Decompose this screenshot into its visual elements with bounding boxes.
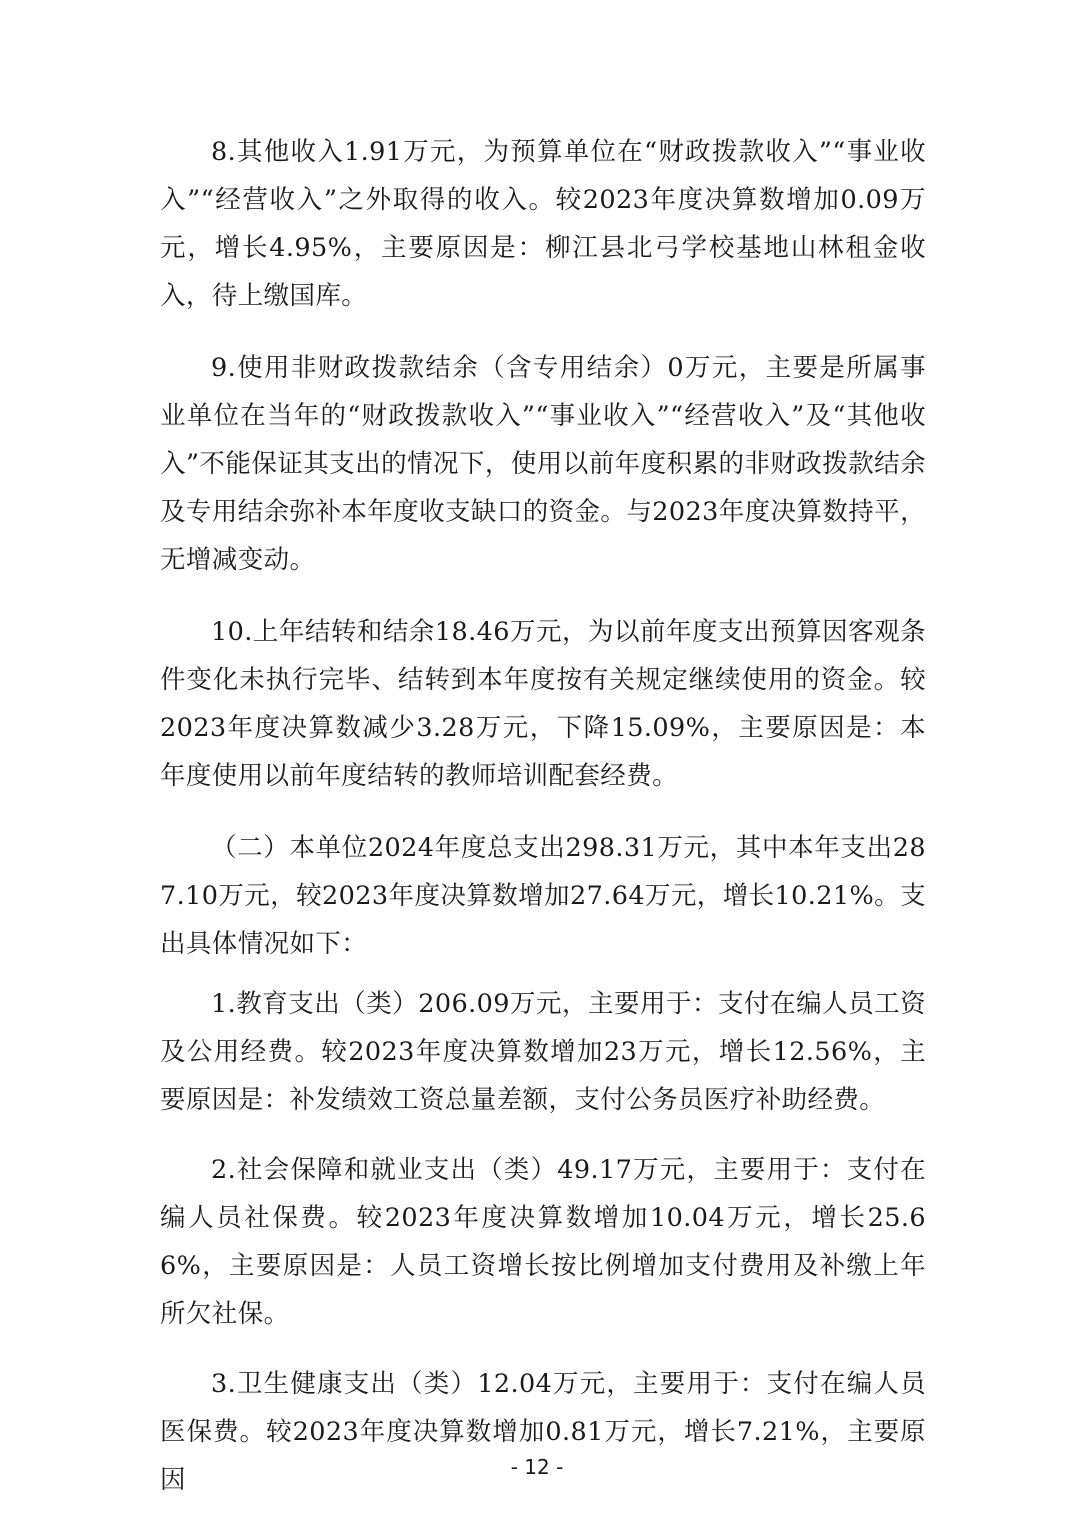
paragraph-total-expenditure: （二）本单位2024年度总支出298.31万元，其中本年支出287.10万元，较2023年度决算数增加27.64万元，增长10.21%。支出具体情况如下：: [160, 833, 926, 959]
paragraph-prior-year-carryover: 10.上年结转和结余18.46万元，为以前年度支出预算因客观条件变化未执行完毕、结转到本年度按有关规定继续使用的资金。较2023年度决算数减少3.28万元，下降15.09%，主要原因是：本年度使用以前年度结转的教师培训配套经费。: [160, 617, 926, 791]
page-number: - 12 -: [510, 1455, 564, 1479]
paragraph-other-income: 8.其他收入1.91万元，为预算单位在“财政拨款收入”“事业收入”“经营收入”之外取得的收入。较2023年度决算数增加0.09万元，增长4.95%，主要原因是：柳江县北弓学校基地山林租金收入，待上缴国库。: [160, 137, 926, 311]
paragraph-non-fiscal-balance: 9.使用非财政拨款结余（含专用结余）0万元，主要是所属事业单位在当年的“财政拨款收入”“事业收入”“经营收入”及“其他收入”不能保证其支出的情况下，使用以前年度积累的非财政拨款结余及专用结余弥补本年度收支缺口的资金。与2023年度决算数持平，无增减变动。: [160, 353, 926, 575]
document-body: [160, 128, 926, 1504]
paragraph-health-expenditure: 3.卫生健康支出（类）12.04万元，主要用于：支付在编人员医保费。较2023年度决算数增加0.81万元，增长7.21%，主要原因: [160, 1369, 926, 1495]
paragraph-social-security-expenditure: 2.社会保障和就业支出（类）49.17万元，主要用于：支付在编人员社保费。较2023年度决算数增加10.04万元，增长25.66%，主要原因是：人员工资增长按比例增加支付费用及补缴上年所欠社保。: [160, 1155, 926, 1329]
paragraph-education-expenditure: 1.教育支出（类）206.09万元，主要用于：支付在编人员工资及公用经费。较2023年度决算数增加23万元，增长12.56%，主要原因是：补发绩效工资总量差额，支付公务员医疗补助经费。: [160, 989, 926, 1115]
